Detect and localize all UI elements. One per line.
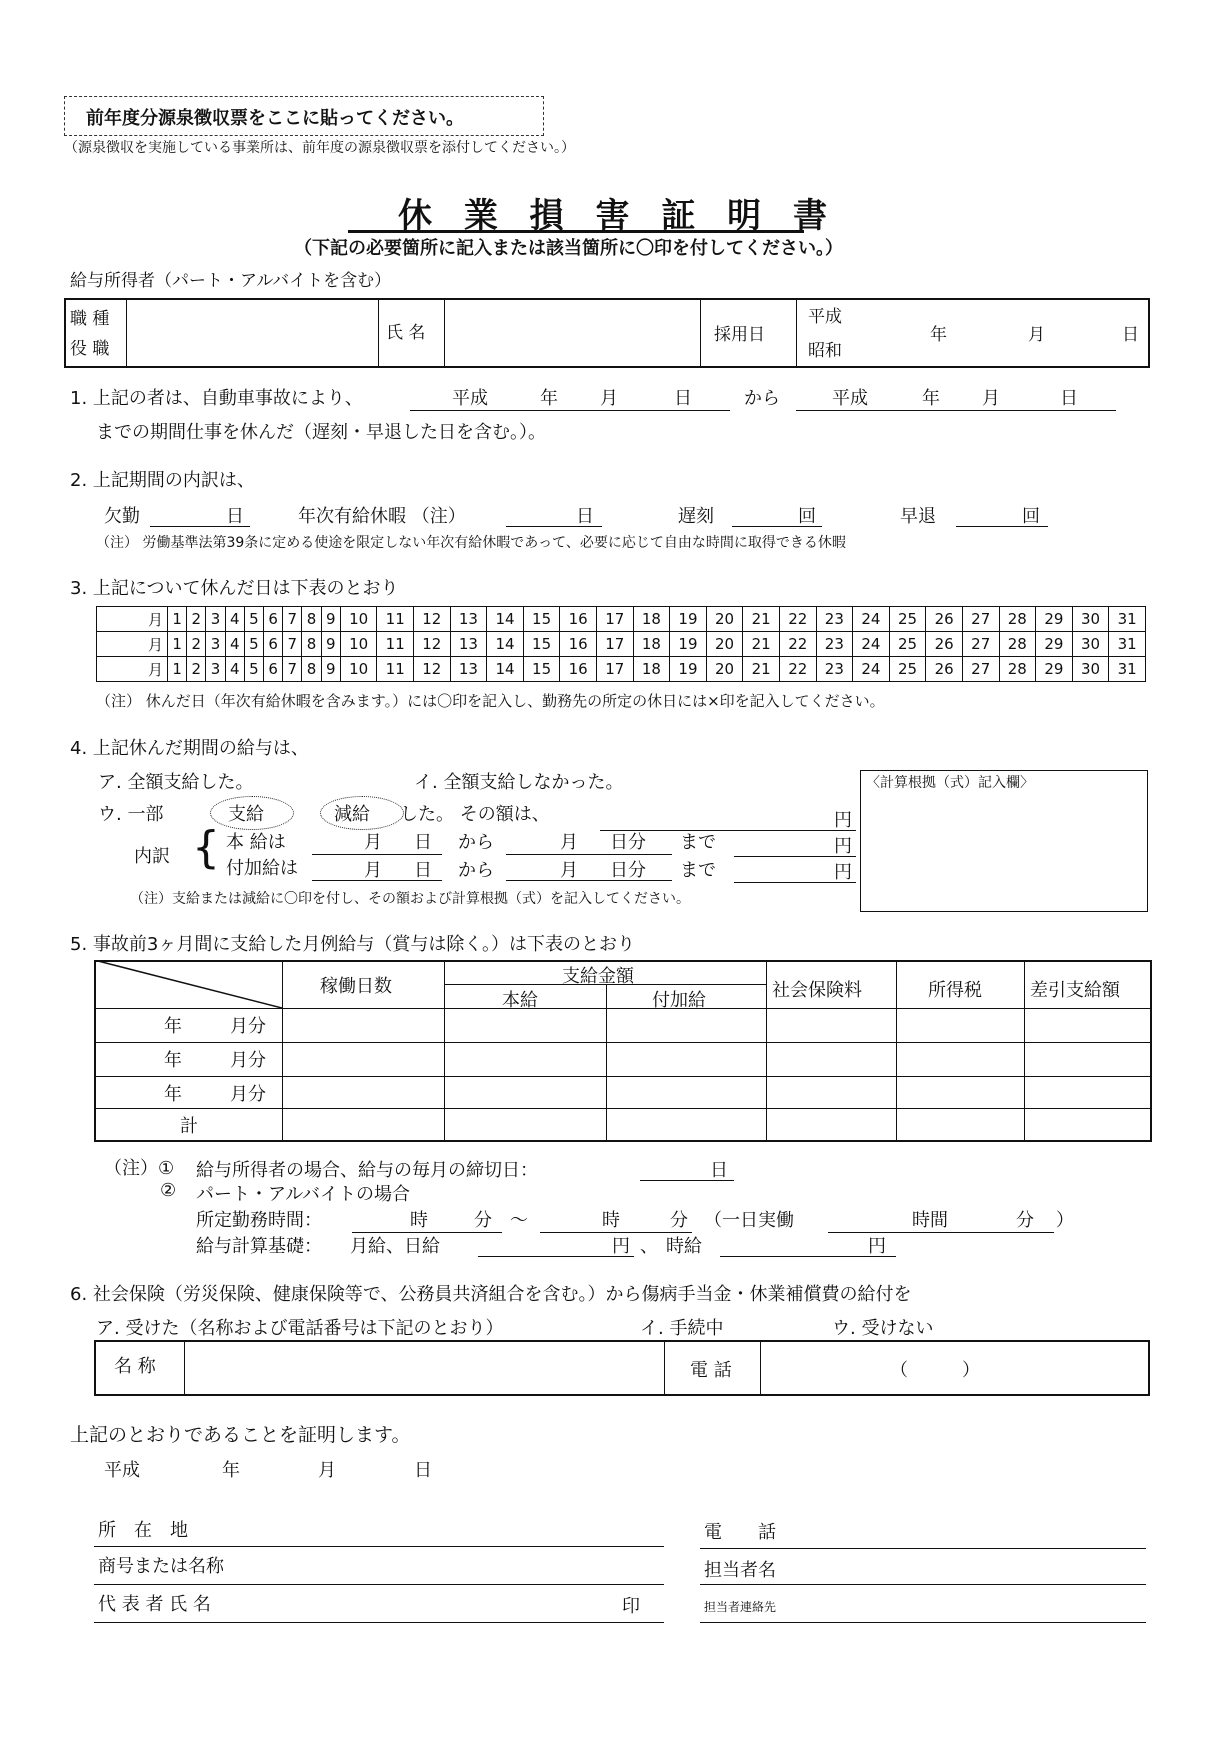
calc-comma: 、 <box>640 1236 658 1257</box>
calendar-day-cell[interactable]: 16 <box>560 632 597 657</box>
ep-line2 <box>506 880 672 881</box>
s1-lead: 1. 上記の者は、自動車事故により、 <box>70 388 363 409</box>
s1-year: 年 <box>540 388 558 409</box>
calendar-day-cell[interactable]: 22 <box>779 632 816 657</box>
s6-option-i[interactable]: イ. 手続中 <box>640 1318 724 1339</box>
brace: { <box>192 822 220 873</box>
extra-pay-label: 付加給は <box>226 858 298 879</box>
col-tax: 所得税 <box>928 980 982 1001</box>
calendar-day-cell[interactable]: 9 <box>321 657 340 682</box>
name-field[interactable] <box>446 300 698 364</box>
calendar-day-cell[interactable]: 12 <box>414 632 451 657</box>
early-line <box>956 526 1048 527</box>
col-amount: 支給金額 <box>562 966 634 987</box>
calendar-day-cell[interactable]: 24 <box>853 657 890 682</box>
absence-label: 欠勤 <box>104 506 140 527</box>
calendar-day-cell[interactable]: 30 <box>1072 657 1109 682</box>
col-workdays: 稼働日数 <box>320 976 392 997</box>
job-field[interactable] <box>128 300 376 364</box>
paren-close: ） <box>1056 1210 1074 1231</box>
divider <box>126 298 127 366</box>
divider <box>184 1340 185 1394</box>
calendar-day-cell[interactable]: 29 <box>1036 657 1073 682</box>
calendar-day-cell[interactable]: 16 <box>560 657 597 682</box>
certify-month: 月 <box>318 1460 336 1481</box>
ep-until: まで <box>680 860 716 881</box>
calendar-day-cell[interactable]: 17 <box>596 657 633 682</box>
certify-year: 年 <box>222 1460 240 1481</box>
bp-yen: 円 <box>834 836 852 857</box>
actual-hours-unit: 時間 <box>912 1210 948 1231</box>
row1-year: 年 <box>164 1016 182 1037</box>
calendar-day-cell[interactable]: 5 <box>244 632 263 657</box>
s1-date-line2 <box>796 410 1116 411</box>
header-diagonal <box>94 960 282 1008</box>
early-label: 早退 <box>900 506 936 527</box>
calendar-row <box>97 632 1146 657</box>
absence-unit: 日 <box>226 506 244 527</box>
ep-month: 月 <box>364 860 382 881</box>
calendar-day-cell[interactable]: 30 <box>1072 632 1109 657</box>
hours-hour: 時 <box>410 1210 428 1231</box>
calendar-day-cell[interactable]: 21 <box>743 632 780 657</box>
s1-month: 月 <box>600 388 618 409</box>
divider <box>796 298 797 366</box>
paid-option[interactable]: 支給 <box>228 804 264 825</box>
col-social: 社会保険料 <box>772 980 862 1001</box>
calendar-day-cell[interactable]: 26 <box>926 607 963 632</box>
s1-from: から <box>744 388 780 409</box>
divider <box>664 1340 665 1394</box>
calendar-day-cell[interactable]: 29 <box>1036 632 1073 657</box>
breakdown-label: 内訳 <box>134 846 170 867</box>
monthly-daily-label: 月給、日給 <box>350 1236 440 1257</box>
calendar-row <box>97 607 1146 632</box>
row-total: 計 <box>180 1116 198 1137</box>
calendar-day-cell[interactable]: 19 <box>670 657 707 682</box>
insurer-name-label: 名 称 <box>114 1356 156 1377</box>
calendar-day-cell[interactable]: 23 <box>816 632 853 657</box>
divider <box>282 960 283 1140</box>
contact-person-label: 担当者名 <box>704 1560 776 1581</box>
ep-line1 <box>312 880 442 881</box>
calendar-day-cell[interactable]: 27 <box>962 632 999 657</box>
attach-note: 前年度分源泉徴収票をここに貼ってください。 <box>86 108 464 129</box>
bp-until: まで <box>680 832 716 853</box>
hours-line3 <box>828 1232 1054 1233</box>
rep-line[interactable] <box>94 1622 664 1623</box>
calendar-day-cell[interactable]: 3 <box>206 607 225 632</box>
divider <box>760 1340 761 1394</box>
divider <box>444 298 445 366</box>
calendar-day-cell[interactable]: 25 <box>889 657 926 682</box>
calendar-day-cell[interactable]: 3 <box>206 632 225 657</box>
calendar-day-cell[interactable]: 12 <box>414 607 451 632</box>
calendar-day-cell[interactable]: 27 <box>962 607 999 632</box>
s1-month2: 月 <box>982 388 1000 409</box>
calendar-day-cell[interactable]: 29 <box>1036 607 1073 632</box>
seal-mark: 印 <box>622 1596 640 1617</box>
s5-note1: 給与所得者の場合、給与の毎月の締切日： <box>196 1160 538 1181</box>
hire-date-label: 採用日 <box>714 325 765 345</box>
calc-basis-label: 給与計算基礎： <box>196 1236 322 1257</box>
ep-line3 <box>734 882 856 883</box>
contact-info-line[interactable] <box>700 1622 1146 1623</box>
calendar-day-cell[interactable]: 7 <box>283 607 302 632</box>
calendar-day-cell[interactable]: 14 <box>487 657 524 682</box>
col-extra: 付加給 <box>652 990 706 1011</box>
hourly-label: 時給 <box>666 1236 702 1257</box>
row2-year: 年 <box>164 1050 182 1071</box>
calendar-day-cell[interactable]: 12 <box>414 657 451 682</box>
calendar-day-cell[interactable]: 10 <box>340 607 377 632</box>
calendar-day-cell[interactable]: 27 <box>962 657 999 682</box>
bp-month: 月 <box>364 832 382 853</box>
calendar-day-cell[interactable]: 9 <box>321 607 340 632</box>
s5-note2-mark: ② <box>160 1180 177 1201</box>
s1-era2: 平成 <box>832 388 868 409</box>
calendar-day-cell[interactable]: 15 <box>523 632 560 657</box>
calendar-day-cell[interactable]: 26 <box>926 632 963 657</box>
calendar-day-cell[interactable]: 21 <box>743 607 780 632</box>
s4-amount-label: した。 その額は、 <box>400 804 550 825</box>
bp-day2: 日分 <box>610 832 646 853</box>
monthly-line <box>478 1256 634 1257</box>
bp-line1 <box>312 854 442 855</box>
calendar-day-cell[interactable]: 19 <box>670 632 707 657</box>
absence-calendar <box>96 606 1146 682</box>
calendar-day-cell[interactable]: 19 <box>670 607 707 632</box>
calendar-day-cell[interactable]: 30 <box>1072 607 1109 632</box>
bp-day: 日 <box>414 832 432 853</box>
actual-min-unit: 分 <box>1016 1210 1034 1231</box>
late-unit: 回 <box>798 506 816 527</box>
calendar-day-cell[interactable]: 1 <box>168 657 187 682</box>
hire-year: 年 <box>930 325 947 345</box>
hours-min2: 分 <box>670 1210 688 1231</box>
hourly-line <box>720 1256 896 1257</box>
hours-hour2: 時 <box>602 1210 620 1231</box>
calendar-day-cell[interactable]: 31 <box>1109 657 1146 682</box>
ep-yen: 円 <box>834 862 852 883</box>
insurer-phone-label: 電 話 <box>690 1360 732 1381</box>
s5-note2: パート・アルバイトの場合 <box>196 1184 411 1205</box>
s4-note: （注）支給または減給に〇印を付し、その額および計算根拠（式）を記入してください。 <box>130 891 690 907</box>
insurer-name-field[interactable] <box>186 1342 662 1392</box>
s1-date-line <box>410 410 730 411</box>
calendar-day-cell[interactable]: 20 <box>706 632 743 657</box>
hourly-yen: 円 <box>868 1236 886 1257</box>
reduced-option[interactable]: 減給 <box>334 804 370 825</box>
s5-note1-day: 日 <box>710 1160 728 1181</box>
late-line <box>732 526 822 527</box>
divider <box>766 960 767 1140</box>
s1-year2: 年 <box>922 388 940 409</box>
era-heisei: 平成 <box>808 307 842 327</box>
contact-person-line[interactable] <box>700 1584 1146 1585</box>
calendar-day-cell[interactable]: 6 <box>264 607 283 632</box>
calendar-day-cell[interactable]: 18 <box>633 607 670 632</box>
job-type-label: 職 種 <box>70 309 110 329</box>
divider <box>1024 960 1025 1140</box>
calendar-day-cell[interactable]: 17 <box>596 607 633 632</box>
s6-option-a[interactable]: ア. 受けた（名称および電話番号は下記のとおり） <box>96 1318 504 1339</box>
ep-from: から <box>458 860 494 881</box>
s2-note: （注） 労働基準法第39条に定める使途を限定しない年次有給休暇であって、必要に応じて自由な時間に取得できる休暇 <box>96 535 846 551</box>
calendar-day-cell[interactable]: 28 <box>999 657 1036 682</box>
company-line[interactable] <box>94 1584 664 1585</box>
divider <box>94 1042 1150 1043</box>
company-tel-label: 電 話 <box>704 1522 776 1543</box>
calendar-day-cell[interactable]: 14 <box>487 607 524 632</box>
calendar-day-cell[interactable]: 6 <box>264 657 283 682</box>
ep-day: 日 <box>414 860 432 881</box>
bp-from: から <box>458 832 494 853</box>
calendar-day-cell[interactable]: 8 <box>302 657 321 682</box>
calendar-day-cell[interactable]: 25 <box>889 607 926 632</box>
position-label: 役 職 <box>70 339 110 359</box>
calendar-day-cell[interactable]: 4 <box>225 657 244 682</box>
s6-option-u[interactable]: ウ. 受けない <box>832 1318 934 1339</box>
divider <box>700 298 701 366</box>
calendar-day-cell[interactable]: 20 <box>706 607 743 632</box>
calendar-day-cell[interactable]: 15 <box>523 607 560 632</box>
calendar-day-cell[interactable]: 17 <box>596 632 633 657</box>
divider <box>94 1008 1150 1009</box>
calendar-day-cell[interactable]: 28 <box>999 632 1036 657</box>
bp-line3 <box>734 856 856 857</box>
s1-day: 日 <box>674 388 692 409</box>
calendar-day-cell[interactable]: 20 <box>706 657 743 682</box>
divider <box>94 1108 1150 1109</box>
hire-month: 月 <box>1028 325 1045 345</box>
s1-day2: 日 <box>1060 388 1078 409</box>
row1-month: 月分 <box>230 1016 266 1037</box>
calendar-day-cell[interactable]: 1 <box>168 632 187 657</box>
calendar-day-cell[interactable]: 23 <box>816 607 853 632</box>
calendar-day-cell[interactable]: 2 <box>187 657 206 682</box>
title-instruction: （下記の必要箇所に記入または該当箇所に〇印を付してください。） <box>294 238 843 259</box>
tel-line[interactable] <box>700 1548 1146 1549</box>
calendar-day-cell[interactable]: 22 <box>779 607 816 632</box>
divider <box>444 960 445 1140</box>
row2-month: 月分 <box>230 1050 266 1071</box>
calendar-day-cell[interactable]: 8 <box>302 632 321 657</box>
s4-option-i[interactable]: イ. 全額支給しなかった。 <box>414 772 624 793</box>
page-title: 休 業 損 害 証 明 書 <box>398 196 838 236</box>
col-base: 本給 <box>502 990 538 1011</box>
calendar-day-cell[interactable]: 6 <box>264 632 283 657</box>
closing-day-line <box>640 1180 734 1181</box>
s2-lead: 2. 上記期間の内訳は、 <box>70 470 255 491</box>
calendar-day-cell[interactable]: 5 <box>244 657 263 682</box>
calendar-day-cell[interactable]: 10 <box>340 632 377 657</box>
s4-option-u[interactable]: ウ. 一部 <box>98 804 164 825</box>
employee-section-label: 給与所得者（パート・アルバイトを含む） <box>70 271 392 291</box>
s1-era: 平成 <box>452 388 488 409</box>
calendar-day-cell[interactable]: 5 <box>244 607 263 632</box>
calendar-day-cell[interactable]: 26 <box>926 657 963 682</box>
s5-note-lead: （注）① <box>104 1158 175 1179</box>
calendar-day-cell[interactable]: 7 <box>283 657 302 682</box>
absence-line <box>150 526 250 527</box>
calendar-day-cell[interactable]: 13 <box>450 632 487 657</box>
calendar-day-cell[interactable]: 11 <box>377 632 414 657</box>
calendar-day-cell[interactable]: 31 <box>1109 607 1146 632</box>
company-label: 商号または名称 <box>98 1556 224 1577</box>
calendar-row <box>97 657 1146 682</box>
calendar-day-cell[interactable]: 4 <box>225 607 244 632</box>
calendar-month-cell[interactable]: 月 <box>97 632 168 657</box>
era-showa: 昭和 <box>808 341 842 361</box>
calendar-day-cell[interactable]: 2 <box>187 607 206 632</box>
paid-leave-line <box>506 526 602 527</box>
ep-day2: 日分 <box>610 860 646 881</box>
calendar-day-cell[interactable]: 9 <box>321 632 340 657</box>
rep-label: 代 表 者 氏 名 <box>98 1594 211 1615</box>
base-pay-label: 本 給は <box>226 832 286 853</box>
calendar-day-cell[interactable]: 22 <box>779 657 816 682</box>
calendar-day-cell[interactable]: 7 <box>283 632 302 657</box>
calendar-day-cell[interactable]: 8 <box>302 607 321 632</box>
s4-lead: 4. 上記休んだ期間の給与は、 <box>70 738 309 759</box>
paid-leave-unit: 日 <box>576 506 594 527</box>
calendar-day-cell[interactable]: 4 <box>225 632 244 657</box>
ep-month2: 月 <box>560 860 578 881</box>
calendar-day-cell[interactable]: 2 <box>187 632 206 657</box>
bp-month2: 月 <box>560 832 578 853</box>
row3-month: 月分 <box>230 1084 266 1105</box>
hours-tilde: 〜 <box>510 1210 528 1231</box>
certify-day: 日 <box>414 1460 432 1481</box>
calendar-day-cell[interactable]: 28 <box>999 607 1036 632</box>
calc-box-label: 〈計算根拠（式）記入欄〉 <box>866 775 1034 791</box>
late-label: 遅刻 <box>678 506 714 527</box>
actual-hours-label: （一日実働 <box>704 1210 794 1231</box>
calendar-day-cell[interactable]: 18 <box>633 657 670 682</box>
monthly-yen: 円 <box>612 1236 630 1257</box>
calendar-day-cell[interactable]: 24 <box>853 632 890 657</box>
name-label: 氏 名 <box>386 323 426 343</box>
divider <box>896 960 897 1140</box>
s5-lead: 5. 事故前3ヶ月間に支給した月例給与（賞与は除く。）は下表のとおり <box>70 934 635 955</box>
insurer-phone-field[interactable]: （ ） <box>890 1360 980 1381</box>
s3-lead: 3. 上記について休んだ日は下表のとおり <box>70 578 399 599</box>
hours-label: 所定勤務時間： <box>196 1210 322 1231</box>
calendar-day-cell[interactable]: 23 <box>816 657 853 682</box>
row3-year: 年 <box>164 1084 182 1105</box>
calendar-day-cell[interactable]: 25 <box>889 632 926 657</box>
bp-line2 <box>506 854 672 855</box>
title-underline <box>348 230 804 233</box>
calendar-day-cell[interactable]: 21 <box>743 657 780 682</box>
attach-subnote: （源泉徴収を実施している事業所は、前年度の源泉徴収票を添付してください。） <box>64 140 575 156</box>
s1-line2: までの期間仕事を休んだ（遅刻・早退した日を含む。）。 <box>96 422 546 443</box>
certify-statement: 上記のとおりであることを証明します。 <box>70 1424 411 1446</box>
calendar-month-cell[interactable]: 月 <box>97 607 168 632</box>
calendar-day-cell[interactable]: 31 <box>1109 632 1146 657</box>
calendar-day-cell[interactable]: 13 <box>450 607 487 632</box>
calendar-day-cell[interactable]: 16 <box>560 607 597 632</box>
s6-lead: 6. 社会保険（労災保険、健康保険等で、公務員共済組合を含む。）から傷病手当金・休業補償費の給付を <box>70 1284 912 1305</box>
divider <box>378 298 379 366</box>
paid-leave-label: 年次有給休暇 （注） <box>298 506 466 527</box>
calendar-day-cell[interactable]: 24 <box>853 607 890 632</box>
calendar-day-cell[interactable]: 11 <box>377 657 414 682</box>
calendar-day-cell[interactable]: 10 <box>340 657 377 682</box>
calendar-day-cell[interactable]: 13 <box>450 657 487 682</box>
calendar-day-cell[interactable]: 15 <box>523 657 560 682</box>
calendar-day-cell[interactable]: 1 <box>168 607 187 632</box>
early-unit: 回 <box>1022 506 1040 527</box>
address-line[interactable] <box>94 1546 664 1547</box>
hours-min: 分 <box>474 1210 492 1231</box>
s3-note: （注） 休んだ日（年次有給休暇を含みます。）には〇印を記入し、勤務先の所定の休日には×印を記入してください。 <box>96 692 885 710</box>
calendar-day-cell[interactable]: 3 <box>206 657 225 682</box>
calendar-day-cell[interactable]: 18 <box>633 632 670 657</box>
certify-era: 平成 <box>104 1460 140 1481</box>
calendar-month-cell[interactable]: 月 <box>97 657 168 682</box>
contact-info-label: 担当者連絡先 <box>704 1600 777 1614</box>
col-net: 差引支給額 <box>1030 980 1120 1001</box>
s4-option-a[interactable]: ア. 全額支給した。 <box>98 772 254 793</box>
calendar-day-cell[interactable]: 11 <box>377 607 414 632</box>
divider <box>94 1076 1150 1077</box>
s4-amount-yen: 円 <box>834 810 852 831</box>
address-label: 所 在 地 <box>98 1520 188 1541</box>
calendar-day-cell[interactable]: 14 <box>487 632 524 657</box>
hire-day: 日 <box>1122 325 1139 345</box>
